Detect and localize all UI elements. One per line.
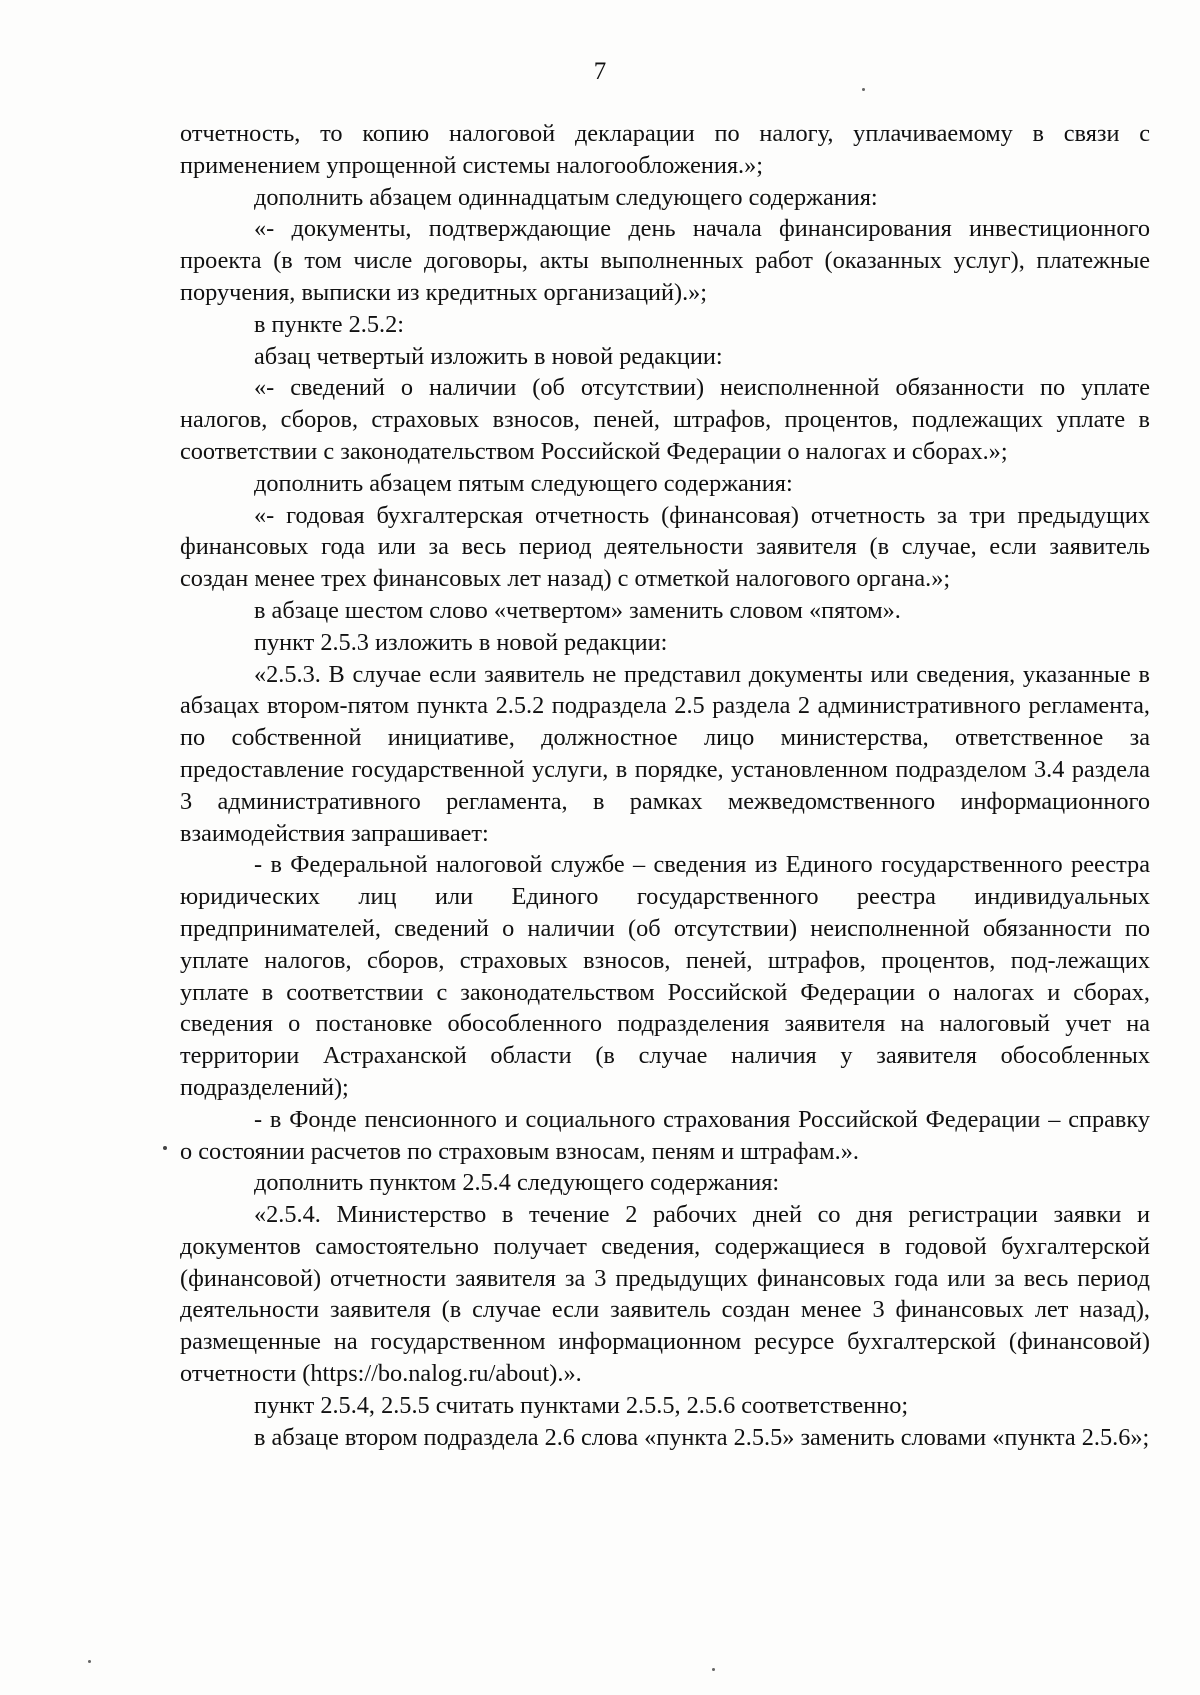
page-number: 7 [593, 58, 607, 85]
paragraph: пункт 2.5.4, 2.5.5 считать пунктами 2.5.5, 2.5.6 соответственно; [254, 1391, 909, 1419]
paragraph: в пункте 2.5.2: [254, 310, 405, 338]
paragraph: «2.5.3. В случае если заявитель не представил документы или сведения, указанные в абзацах втором-пятом пункта 2.5.2 подраздела 2.5 раздела 2 административного регламента, по собственной инициативе, должностное лицо министерства, ответственное за предоставление государственной услуги, в порядке, установленном подразделом 3.4 раздела 3 административного регламента, в рамках межведомственного информационного взаимодействия запрашивает: [180, 660, 1150, 847]
paragraph: - в Фонде пенсионного и социального страхования Российской Федерации – справку о состоянии расчетов по страховым взносам, пеням и штрафам.». [180, 1105, 1150, 1165]
paragraph: «- сведений о наличии (об отсутствии) неисполненной обязанности по уплате налогов, сборов, страховых взносов, пеней, штрафов, процентов, подлежащих уплате в соответствии с законодательством Российской Федерации о налогах и сборах.»; [180, 374, 1150, 465]
paragraph: - в Федеральной налоговой службе – сведения из Единого государственного реестра юридических лиц или Единого государственного реестра индивидуальных предпринимателей, сведений о наличии (об отсутствии) неисполненной обязанности по уплате налогов, сборов, страховых взносов, пеней, штрафов, процентов, под-лежащих уплате в соответствии с законодательством Российской Федерации о налогах и сборах, сведения о постановке обособленного подразделения заявителя на налоговый учет на территории Астраханской области (в случае наличия у заявителя обособленных подразделений); [180, 851, 1150, 1101]
paragraph: дополнить пунктом 2.5.4 следующего содержания: [254, 1169, 780, 1197]
scan-speck [712, 1668, 715, 1671]
paragraph: в абзаце шестом слово «четвертом» заменить словом «пятом». [254, 596, 901, 624]
paragraph: «- годовая бухгалтерская отчетность (финансовая) отчетность за три предыдущих финансовых года или за весь период деятельности заявителя (в случае, если заявитель создан менее трех финансовых лет назад) с отметкой налогового органа.»; [180, 501, 1150, 593]
scan-speck [88, 1660, 91, 1663]
scan-speck [163, 1146, 167, 1150]
paragraph: абзац четвертый изложить в новой редакции: [254, 342, 723, 370]
paragraph: отчетность, то копию налоговой декларации по налогу, уплачиваемому в связи с применением упрощенной системы налогообложения.»; [180, 120, 1150, 179]
paragraph: «- документы, подтверждающие день начала финансирования инвестиционного проекта (в том числе договоры, акты выполненных работ (оказанных услуг), платежные поручения, выписки из кредитных организаций).»; [180, 215, 1150, 306]
scan-speck [862, 88, 865, 91]
paragraph: в абзаце втором подраздела 2.6 слова «пункта 2.5.5» заменить словами «пункта 2.5.6»; [254, 1423, 1150, 1451]
paragraph: дополнить абзацем пятым следующего содержания: [254, 469, 793, 497]
document-body [180, 118, 1150, 1453]
paragraph: дополнить абзацем одиннадцатым следующего содержания: [254, 183, 878, 211]
paragraph: пункт 2.5.3 изложить в новой редакции: [254, 628, 668, 656]
paragraph: «2.5.4. Министерство в течение 2 рабочих дней со дня регистрации заявки и документов самостоятельно получает сведения, содержащиеся в годовой бухгалтерской (финансовой) отчетности заявителя за 3 предыдущих финансовых года или за весь период деятельности заявителя (в случае если заявитель создан менее 3 финансовых лет назад), размещенные на государственном информационном ресурсе бухгалтерской (финансовой) отчетности (https://bo.nalog.ru/about).». [180, 1201, 1150, 1388]
